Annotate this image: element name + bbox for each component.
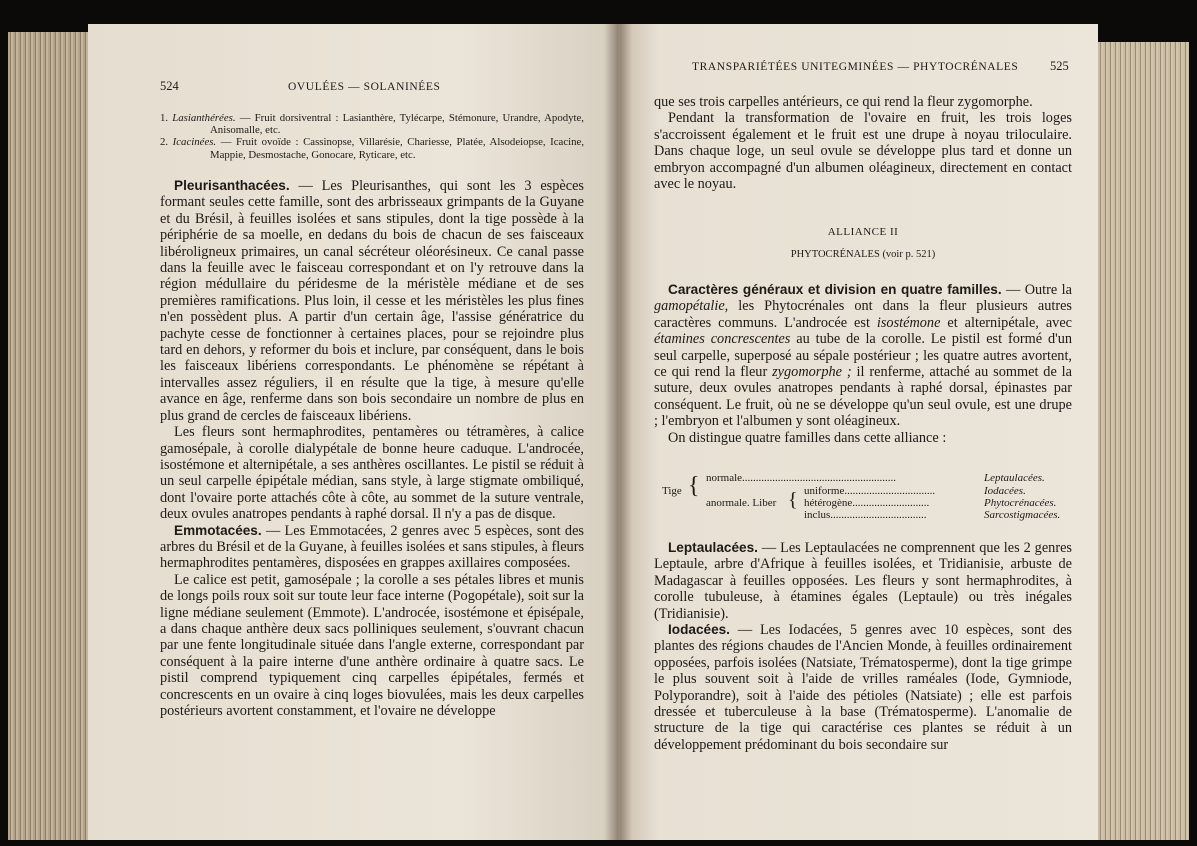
heading-iodacees: Iodacées. — [668, 622, 730, 638]
right-body-top — [654, 94, 1072, 192]
paragraph-calice: Le calice est petit, gamosépale ; la corolle a ses pétales libres et munis de longs poils roux soit sur toute leur face interne (Pogopétale), soit sur la ligne médiane seulement (Emmote). L'androcée, isostémone et épisépale, a dans chaque anthère deux sacs polliniques seulement, s'ouvrant chacun par une fente longitudinale située dans l'angle externe, correspondant par conséquent à la paire interne d'une anthère ordinaire à quatre sacs. Le pistil comprend typiquement cinq carpelles épipétales, fermés et concrescents en un ovaire à cinq loges biovulées, mais les deux carpelles postérieurs avortent constamment, et l'ovaire ne développe — [160, 571, 584, 719]
right-body-middle — [654, 282, 1072, 446]
key-uniforme: uniforme................................. — [804, 485, 936, 497]
key-brace-root: { — [688, 473, 700, 499]
classification-key — [660, 470, 1080, 526]
key-anormale: anormale. Liber — [706, 497, 777, 509]
left-page-number: 524 — [160, 79, 179, 93]
right-body-bottom — [654, 540, 1072, 753]
key-root: Tige — [662, 485, 682, 497]
paragraph-on-distingue: On distingue quatre familles dans cette alliance : — [668, 429, 947, 446]
paragraph-fleurs: Les fleurs sont hermaphrodites, pentamères ou tétramères, à calice gamosépale, à corolle dialypétale de bonne heure caduque. L'androcée, isostémone et alternipétale, a ses anthères oscillantes. Le pistil se réduit à un seul carpelle épipétale médian, sans style, à large stigmate ombiliqué, dont l'ovaire porte attachés côte à côte, au sommet de la suture ventrale, deux ovules anatropes pendants à raphé dorsal. Il n'y a pas de disque. — [160, 424, 584, 523]
right-running-head: TRANSPARIÉTÉES UNITEGMINÉES — PHYTOCRÉNALES — [692, 61, 1019, 73]
left-running-head: OVULÉES — SOLANINÉES — [288, 81, 441, 93]
paragraph-pleurisanthacees: Pleurisanthacées. — Les Pleurisanthes, qui sont les 3 espèces formant seules cette famille, sont des arbrisseaux grimpants de la Guyane et du Brésil, à feuilles isolées et sans stipules, dont la tige possède à la périphérie de sa moelle, en dedans du bois de chacun de ses faisceaux libéroligneux primaires, un canal sécréteur oléorésineux. Ce canal passe dans la feuille avec le faisceau correspondant et on l'y retrouve dans la région médullaire du péridesme de la méristèle médiane et de ses premières ramifications. Plus loin, il cesse et les méristèles les plus fines n'en possèdent plus. A partir d'un certain âge, l'assise génératrice du pachyte cesse de fonctionner à certaines places, pour se rejoindre plus tard en dehors, y reformer du bois et inclure, par conséquent, dans le bois les faisceaux libériens correspondants. Le phénomène se répétant à intervalles assez réguliers, il en résulte que la tige, à mesure qu'elle avance en âge, renferme dans son bois secondaire un nombre de plus en plus grand de cercles de faisceaux libériens. — [160, 178, 584, 424]
left-footnotes — [160, 112, 584, 161]
heading-emmotacees: Emmotacées. — [174, 522, 262, 538]
family-sarcostigmacees: Sarcostigmacées. — [984, 509, 1061, 521]
paragraph-emmotacees: Emmotacées. — Les Emmotacées, 2 genres avec 5 espèces, sont des arbres du Brésil et de la Guyane, à feuilles isolées et sans stipules, à fleurs hermaphrodites pentamères, disposées en grappes axillaires composées. — [160, 522, 585, 572]
paragraph-transformation: Pendant la transformation de l'ovaire en fruit, les trois loges s'accroissent également et le fruit est une drupe à noyau triloculaire. Dans chaque loge, un seul ovule se développe plus tard et donne un embryon accompagné d'un albumen oléagineux, directement en contact avec le noyau. — [654, 110, 1072, 193]
paragraph-caracteres: Caractères généraux et division en quatre familles. — Outre la gamopétalie, les Phytocrénales ont dans la fleur plusieurs autres caractères communs. L'androcée est isostémone et alternipétale, avec étamines concrescentes au tube de la corolle. Le pistil est formé d'un seul carpelle, superposé au sépale postérieur ; les quatre autres avortent, ce qui rend la fleur zygomorphe ; il renferme, attaché au sommet de la suture, deux ovules anatropes pendants à raphé dorsal, épinastes par conséquent. Le fruit, où ne se développe qu'un seul ovule, est une drupe ; l'embryon et l'albumen y sont oléagineux. — [654, 282, 1073, 430]
book-gutter — [604, 24, 632, 840]
alliance-title: ALLIANCE II — [827, 226, 899, 238]
key-heterogene: hétérogène............................ — [804, 497, 930, 509]
footnote-2: 2. Icacinées. — Fruit ovoïde : Cassinopse, Villarésie, Chariesse, Platée, Alsodeiopse, Icacine, Mappie, Desmostache, Gonocare, Ryticare, etc. — [160, 136, 585, 161]
alliance-subtitle: PHYTOCRÉNALES (voir p. 521) — [790, 249, 936, 260]
page-edges-left — [8, 32, 96, 840]
key-inclus: inclus................................... — [804, 509, 927, 521]
footnote-1: 1. Lasianthérées. — Fruit dorsiventral : Lasianthère, Tylécarpe, Stémonure, Urandre, Apodyte, Anisomalle, etc. — [160, 112, 585, 137]
key-brace-liber: { — [788, 489, 798, 511]
paragraph-leptaulacees: Leptaulacées. — Les Leptaulacées ne comprennent que les 2 genres Leptaule, arbre d'Afrique à feuilles isolées, et Tridianisie, arbuste de Madagascar à feuilles opposées. Les fleurs y sont hermaphrodites, à corolle tubuleuse, à étamines égales (Leptaule) ou très inégales (Tridianisie). — [654, 540, 1072, 622]
family-leptaulacees: Leptaulacées. — [984, 472, 1045, 484]
family-iodacees: Iodacées. — [984, 485, 1026, 497]
paragraph-iodacees: Iodacées. — Les Iodacées, 5 genres avec 10 espèces, sont des plantes des régions chaudes de l'Ancien Monde, à feuilles ordinairement opposées, parfois isolées (Natsiate, Trématosperme), dont la tige grimpe le plus souvent soit à l'aide de vrilles raméales (Iode, Gymniode, Polyporandre), soit à l'aide des pétioles (Natsiate) ; elle est parfois dressée et tuberculeuse à la base (Trématosperme). L'anomalie de structure de la tige qui caractérise ces plantes se réduit à un développement prédominant du bois secondaire sur — [654, 622, 1072, 753]
page-edges-right — [1093, 42, 1189, 840]
left-body — [160, 178, 584, 719]
heading-pleurisanthacees: Pleurisanthacées. — [174, 178, 290, 193]
heading-caracteres: Caractères généraux et division en quatre familles. — [668, 282, 1002, 297]
family-phytocrenacees: Phytocrénacées. — [984, 497, 1057, 509]
key-normale: normale........................................................ — [706, 472, 897, 484]
right-page-number: 525 — [1050, 59, 1069, 73]
paragraph-zygomorphe: que ses trois carpelles antérieurs, ce qui rend la fleur zygomorphe. — [654, 94, 1033, 110]
heading-leptaulacees: Leptaulacées. — [668, 540, 758, 555]
